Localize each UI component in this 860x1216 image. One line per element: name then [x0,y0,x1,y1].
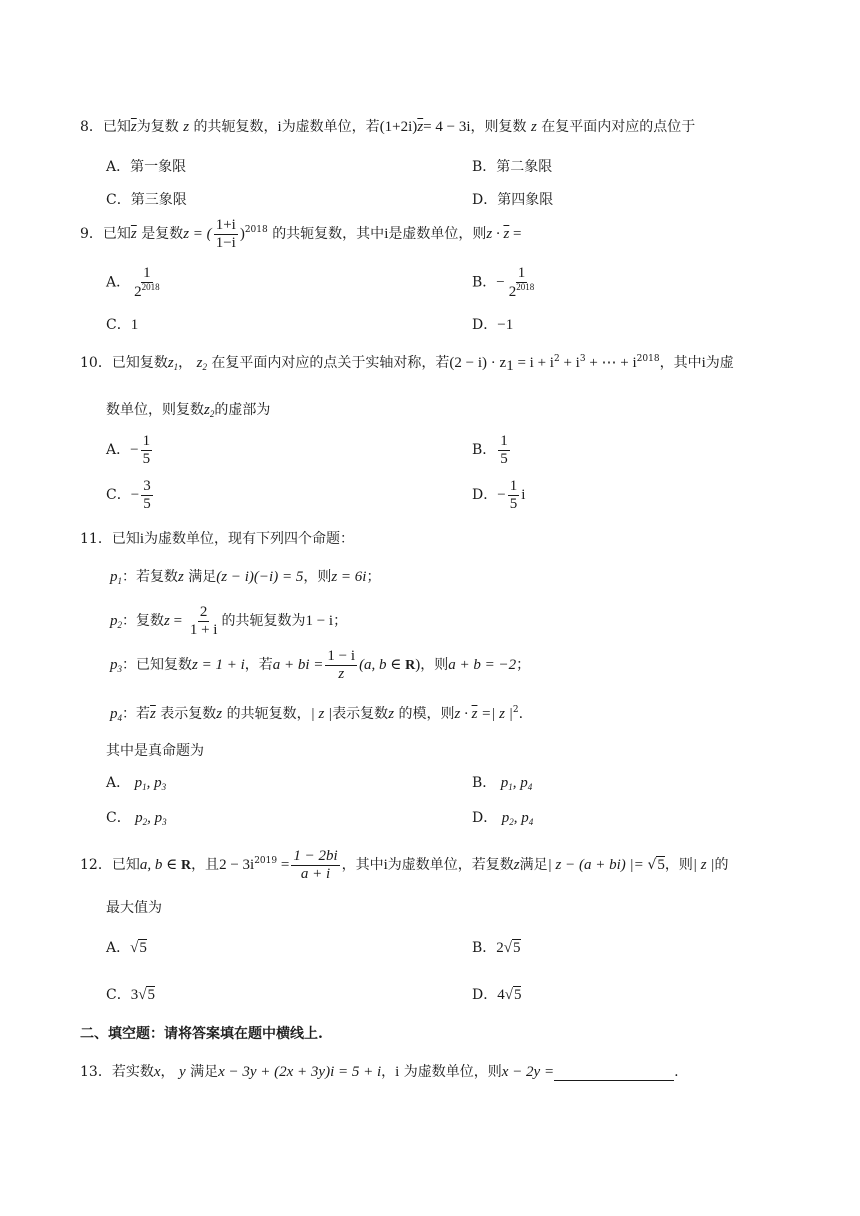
question-13-stem: 13．若实数x， y 满足x − 3y + (2x + 3y)i = 5 + i，i 为虚数单位，则x − 2y = . [80,1064,679,1080]
question-10-stem: 10．已知复数$z_1$， $z_2$ 在复平面内对应的点关于实轴对称，若$(2 - i) \cdot z_1 = i + i^2 + i^3$ + ⋯ + $i^{2018}$，其中i为虚 [80,354,734,374]
proposition-p1: $p_1$：若复数z 满足(z − i)(−i) = 5，则z = 6i； [110,569,381,586]
option-c[interactable]: C．第三象限 [106,192,187,208]
option-a[interactable]: A．− $\frac{1}{5}$ [106,433,151,467]
option-b[interactable]: B． $\frac{1}{5}$ [472,433,508,467]
question-10-stem-line2: 数单位，则复数$z_2$的虚部为 [106,402,271,419]
question-9-stem: 9．已知$\overline{z}$ 是复数z = ( $\frac{1+i}{1-i}$ )$^{2018}$ 的共轭复数，其中i是虚数单位，则$z \cdot \overline{z}$ = [80,217,522,251]
question-11-conclusion: 其中是真命题为 [106,743,204,759]
question-number: 10． [80,355,112,371]
option-a[interactable]: A． $\frac{1}{2^{2018}}$ [106,265,160,300]
option-b[interactable]: B． $p_1$, $p_4$ [472,775,533,792]
option-c[interactable]: C． $p_2$, $p_3$ [106,810,167,827]
answer-blank[interactable] [554,1066,674,1081]
option-c[interactable]: C．1 [106,317,139,333]
option-c[interactable]: C．3√5 [106,987,155,1003]
option-d[interactable]: D．−1 [472,317,514,333]
question-number: 11． [80,531,112,547]
section-heading: 二、填空题：请将答案填在题中横线上. [80,1026,323,1042]
question-number: 8． [80,119,103,135]
option-a[interactable]: A． $p_1$, $p_3$ [106,775,167,792]
question-12-stem-line2: 最大值为 [106,900,162,916]
option-d[interactable]: D．− $\frac{1}{5}$ i [472,478,526,512]
option-d[interactable]: D．第四象限 [472,192,554,208]
option-b[interactable]: B．− $\frac{1}{2^{2018}}$ [472,265,535,300]
question-11-stem: 11．已知i为虚数单位，现有下列四个命题： [80,531,354,547]
option-a[interactable]: A．√5 [106,940,147,956]
question-number: 9． [80,226,103,242]
question-8-stem: 8．已知$\overline{z}$为复数 z 的共轭复数，i为虚数单位，若$(1+2i)\overline{z}= 4 - 3i$，则复数 z 在复平面内对应的点位于 [80,119,696,135]
proposition-p4: $p_4$：若$\overline{z}$ 表示复数z 的共轭复数，| z |表示复数z 的模，则$z \cdot \overline{z}$ =| z $|^2$. [110,705,524,723]
option-c[interactable]: C．− $\frac{3}{5}$ [106,478,151,512]
proposition-p2: $p_2$：复数z = $\frac{2}{1 + i}$ 的共轭复数为1 − i； [110,604,348,638]
option-d[interactable]: D．4√5 [472,987,522,1003]
question-number: 13． [80,1064,112,1080]
option-a[interactable]: A．第一象限 [106,159,187,175]
option-d[interactable]: D． $p_2$, $p_4$ [472,810,534,827]
option-b[interactable]: B．第二象限 [472,159,553,175]
proposition-p3: $p_3$：已知复数z = 1 + i，若a + bi = $\frac{1 - i}{z}$ (a, b ∈ R)，则a + b = −2； [110,648,531,682]
option-b[interactable]: B．2√5 [472,940,521,956]
question-number: 12． [80,857,112,873]
question-12-stem: 12．已知a, b ∈ R，且$2 - 3i^{2019}$ = $\frac{1 - 2bi}{a + i}$ ，其中i为虚数单位，若复数z满足| z − (a + bi) |= √5，则| z |的 [80,848,729,882]
